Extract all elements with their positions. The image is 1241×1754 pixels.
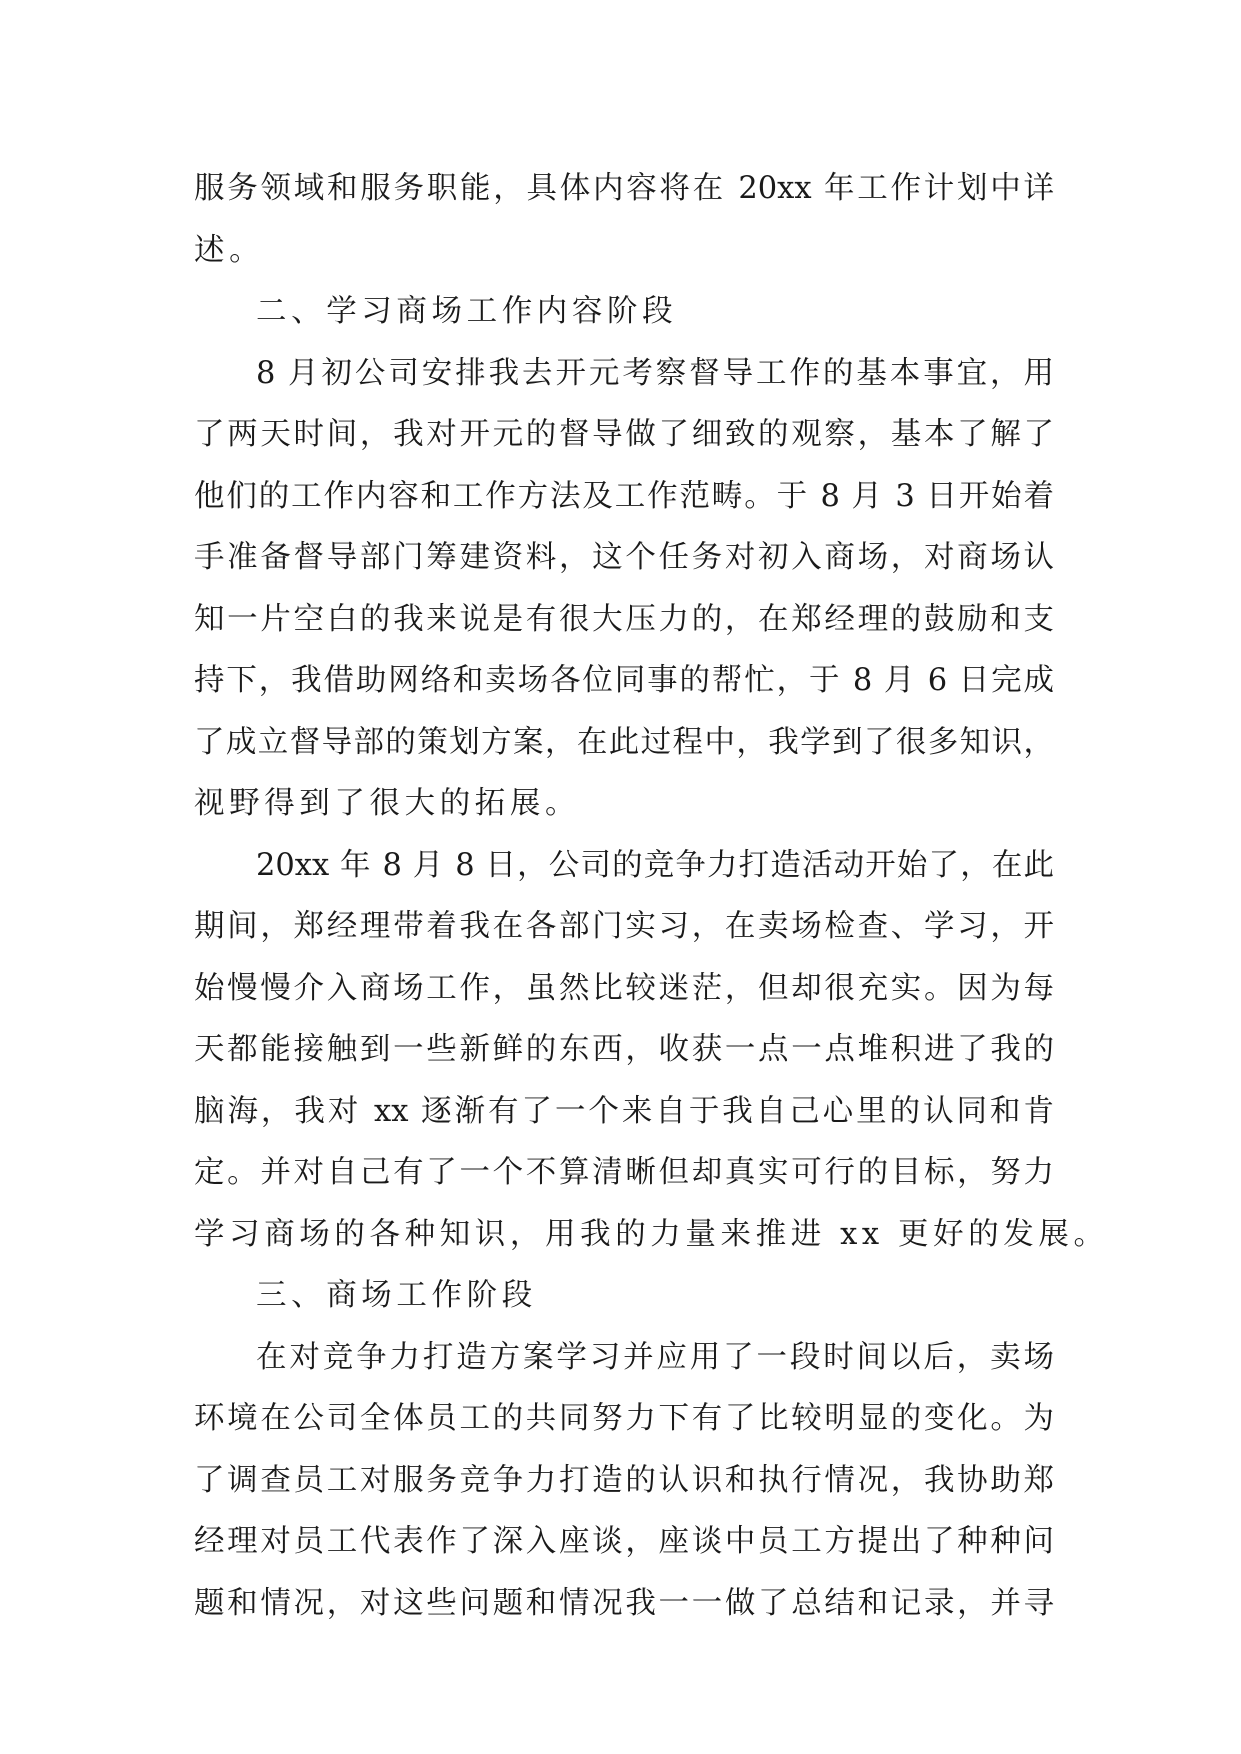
text-line: 经理对员工代表作了深入座谈，座谈中员工方提出了种种问 [194,1524,1054,1559]
text-line: 知一片空白的我来说是有很大压力的，在郑经理的鼓励和支 [194,601,1054,637]
text-line: 视野得到了很大的拓展。 [194,786,581,821]
text-line: 脑海，我对 xx 逐渐有了一个来自于我自己心里的认同和肯 [194,1093,1054,1129]
text-line: 期间，郑经理带着我在各部门实习，在卖场检查、学习，开 [194,909,1054,944]
text-line: 20xx 年 8 月 8 日，公司的竞争力打造活动开始了，在此 [256,847,1054,883]
text-line: 服务领域和服务职能，具体内容将在 20xx 年工作计划中详 [194,171,1054,206]
section-heading: 三、商场工作阶段 [256,1278,537,1313]
text-line: 学习商场的各种知识，用我的力量来推进 xx 更好的发展。 [194,1216,1109,1252]
text-line: 题和情况，对这些问题和情况我一一做了总结和记录，并寻 [194,1585,1054,1621]
text-line: 天都能接触到一些新鲜的东西，收获一点一点堆积进了我的 [194,1032,1054,1067]
text-line: 他们的工作内容和工作方法及工作范畴。于 8 月 3 日开始着 [194,478,1054,514]
text-line: 在对竞争力打造方案学习并应用了一段时间以后，卖场 [256,1339,1054,1375]
text-line: 了两天时间，我对开元的督导做了细致的观察，基本了解了 [194,417,1054,452]
text-line: 了成立督导部的策划方案，在此过程中，我学到了很多知识， [194,724,1054,760]
text-line: 定。并对自己有了一个不算清晰但却真实可行的目标，努力 [194,1155,1054,1190]
text-line: 手准备督导部门筹建资料，这个任务对初入商场，对商场认 [194,540,1054,575]
text-line: 始慢慢介入商场工作，虽然比较迷茫，但却很充实。因为每 [194,970,1054,1006]
document-body [194,158,1109,1634]
text-line: 持下，我借助网络和卖场各位同事的帮忙，于 8 月 6 日完成 [194,663,1054,698]
text-line: 环境在公司全体员工的共同努力下有了比较明显的变化。为 [194,1401,1054,1436]
section-heading: 二、学习商场工作内容阶段 [256,294,678,329]
text-line: 8 月初公司安排我去开元考察督导工作的基本事宜，用 [256,355,1054,391]
text-line: 了调查员工对服务竞争力打造的认识和执行情况，我协助郑 [194,1462,1054,1498]
text-line: 述。 [194,232,265,268]
